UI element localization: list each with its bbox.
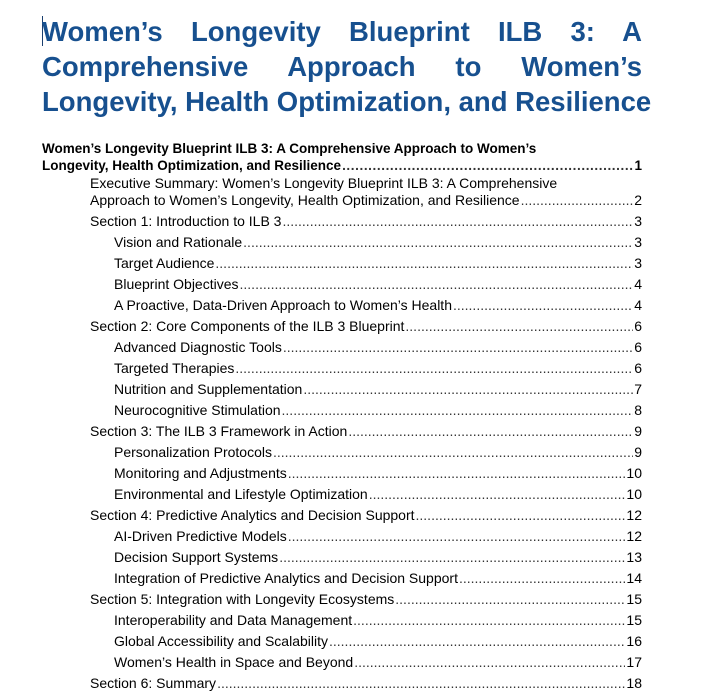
toc-page-number: 10: [626, 465, 642, 481]
toc-page-number: 14: [626, 570, 642, 586]
toc-entry-label: AI-Driven Predictive Models: [114, 528, 287, 544]
toc-page-number: 6: [634, 318, 642, 334]
toc-page-number: 4: [634, 297, 642, 313]
toc-entry-section-6[interactable]: [90, 675, 642, 692]
dot-leader: [217, 675, 625, 692]
toc-entry-ai-predictive-models[interactable]: [114, 528, 642, 545]
toc-page-number: 10: [626, 486, 642, 502]
toc-page-number: 9: [634, 423, 642, 439]
dot-leader: [243, 234, 633, 251]
toc-entry-environmental-lifestyle[interactable]: [114, 486, 642, 503]
toc-entry-executive-summary[interactable]: [90, 175, 642, 209]
toc-entry-interoperability[interactable]: [114, 612, 642, 629]
toc-entry-label: Section 6: Summary: [90, 675, 217, 691]
dot-leader: [288, 528, 626, 545]
dot-leader: [342, 157, 633, 174]
document-title[interactable]: [42, 14, 652, 119]
dot-leader: [395, 591, 625, 608]
dot-leader: [235, 360, 633, 377]
toc-page-number: 8: [634, 402, 642, 418]
toc-page-number: 2: [634, 192, 642, 208]
toc-page-number: 4: [634, 276, 642, 292]
dot-leader: [354, 654, 625, 671]
toc-entry-section-5[interactable]: [90, 591, 642, 608]
toc-entry-monitoring-adjustments[interactable]: [114, 465, 642, 482]
dot-leader: [283, 339, 633, 356]
toc-entry-label: Global Accessibility and Scalability: [114, 633, 328, 649]
toc-entry-label: Integration of Predictive Analytics and Decision Support: [114, 570, 458, 586]
dot-leader: [416, 507, 626, 524]
toc-entry-decision-support-systems[interactable]: [114, 549, 642, 566]
toc-entry-label: Nutrition and Supplementation: [114, 381, 303, 397]
toc-page-number: 3: [634, 255, 642, 271]
toc-entry-label-line1: Executive Summary: Women’s Longevity Blueprint ILB 3: A Comprehensive: [90, 175, 558, 191]
dot-leader: [282, 402, 634, 419]
toc-entry-integration-predictive[interactable]: [114, 570, 642, 587]
toc-page-number: 9: [634, 444, 642, 460]
dot-leader: [240, 276, 634, 293]
toc-entry-label: Section 5: Integration with Longevity Ecosystems: [90, 591, 395, 607]
toc-entry-label: Section 4: Predictive Analytics and Decision Support: [90, 507, 415, 523]
toc-entry-vision-and-rationale[interactable]: [114, 234, 642, 251]
toc-entry-blueprint-objectives[interactable]: [114, 276, 642, 293]
dot-leader: [453, 297, 633, 314]
toc-entry-personalization-protocols[interactable]: [114, 444, 642, 461]
toc-page-number: 15: [626, 591, 642, 607]
dot-leader: [405, 318, 633, 335]
toc-entry-label: A Proactive, Data-Driven Approach to Women’s Health: [114, 297, 452, 313]
toc-page-number: 18: [626, 675, 642, 691]
title-line-3: Longevity, Health Optimization, and Resilience: [42, 86, 652, 117]
toc-page-number: 3: [634, 234, 642, 250]
toc-entry-section-1[interactable]: [90, 213, 642, 230]
dot-leader: [288, 465, 626, 482]
dot-leader: [369, 486, 626, 503]
dot-leader: [303, 381, 633, 398]
toc-page-number: 12: [626, 528, 642, 544]
toc-entry-label: Advanced Diagnostic Tools: [114, 339, 282, 355]
dot-leader: [459, 570, 625, 587]
toc-entry-label: Monitoring and Adjustments: [114, 465, 287, 481]
toc-entry-section-3[interactable]: [90, 423, 642, 440]
toc-entry-label: Personalization Protocols: [114, 444, 272, 460]
toc-entry-section-4[interactable]: [90, 507, 642, 524]
toc-entry-label: Interoperability and Data Management: [114, 612, 353, 628]
dot-leader: [279, 549, 625, 566]
toc-page-number: 3: [634, 213, 642, 229]
toc-entry-label: Blueprint Objectives: [114, 276, 239, 292]
toc-entry-label: Section 2: Core Components of the ILB 3 Blueprint: [90, 318, 405, 334]
dot-leader: [353, 612, 625, 629]
toc-page-number: 6: [634, 339, 642, 355]
toc-entry-nutrition-supplementation[interactable]: [114, 381, 642, 398]
toc-page-number: 6: [634, 360, 642, 376]
toc-entry-main[interactable]: [42, 140, 642, 174]
toc-entry-label: Decision Support Systems: [114, 549, 279, 565]
dot-leader: [521, 192, 634, 209]
title-line-1: Women’s Longevity Blueprint ILB 3: A: [42, 16, 642, 47]
toc-page-number: 16: [626, 633, 642, 649]
toc-entry-advanced-diagnostic-tools[interactable]: [114, 339, 642, 356]
toc-entry-womens-health-space[interactable]: [114, 654, 642, 671]
toc-entry-target-audience[interactable]: [114, 255, 642, 272]
toc-page-number: 17: [626, 654, 642, 670]
toc-entry-label: Section 3: The ILB 3 Framework in Action: [90, 423, 348, 439]
toc-entry-label-line2: Longevity, Health Optimization, and Resilience: [42, 158, 342, 173]
dot-leader: [215, 255, 633, 272]
toc-entry-neurocognitive-stimulation[interactable]: [114, 402, 642, 419]
dot-leader: [282, 213, 633, 230]
toc-entry-section-2[interactable]: [90, 318, 642, 335]
dot-leader: [329, 633, 625, 650]
toc-entry-label-line2: Approach to Women’s Longevity, Health Optimization, and Resilience: [90, 192, 520, 208]
toc-page-number: 1: [634, 158, 642, 173]
toc-entry-label: Environmental and Lifestyle Optimization: [114, 486, 368, 502]
toc-entry-proactive-approach[interactable]: [114, 297, 642, 314]
dot-leader: [273, 444, 633, 461]
toc-entry-label: Target Audience: [114, 255, 215, 271]
toc-entry-targeted-therapies[interactable]: [114, 360, 642, 377]
dot-leader: [348, 423, 633, 440]
toc-entry-label: Vision and Rationale: [114, 234, 243, 250]
toc-entry-label: Section 1: Introduction to ILB 3: [90, 213, 282, 229]
toc-entry-label: Targeted Therapies: [114, 360, 235, 376]
toc-entry-label-line1: Women’s Longevity Blueprint ILB 3: A Comprehensive Approach to Women’s: [42, 141, 537, 156]
toc-page-number: 15: [626, 612, 642, 628]
toc-page-number: 13: [626, 549, 642, 565]
toc-entry-global-accessibility[interactable]: [114, 633, 642, 650]
toc-entry-label: Women’s Health in Space and Beyond: [114, 654, 354, 670]
toc-entry-label: Neurocognitive Stimulation: [114, 402, 281, 418]
title-line-2: Comprehensive Approach to Women’s: [42, 51, 642, 82]
toc-page-number: 7: [634, 381, 642, 397]
toc-page-number: 12: [626, 507, 642, 523]
